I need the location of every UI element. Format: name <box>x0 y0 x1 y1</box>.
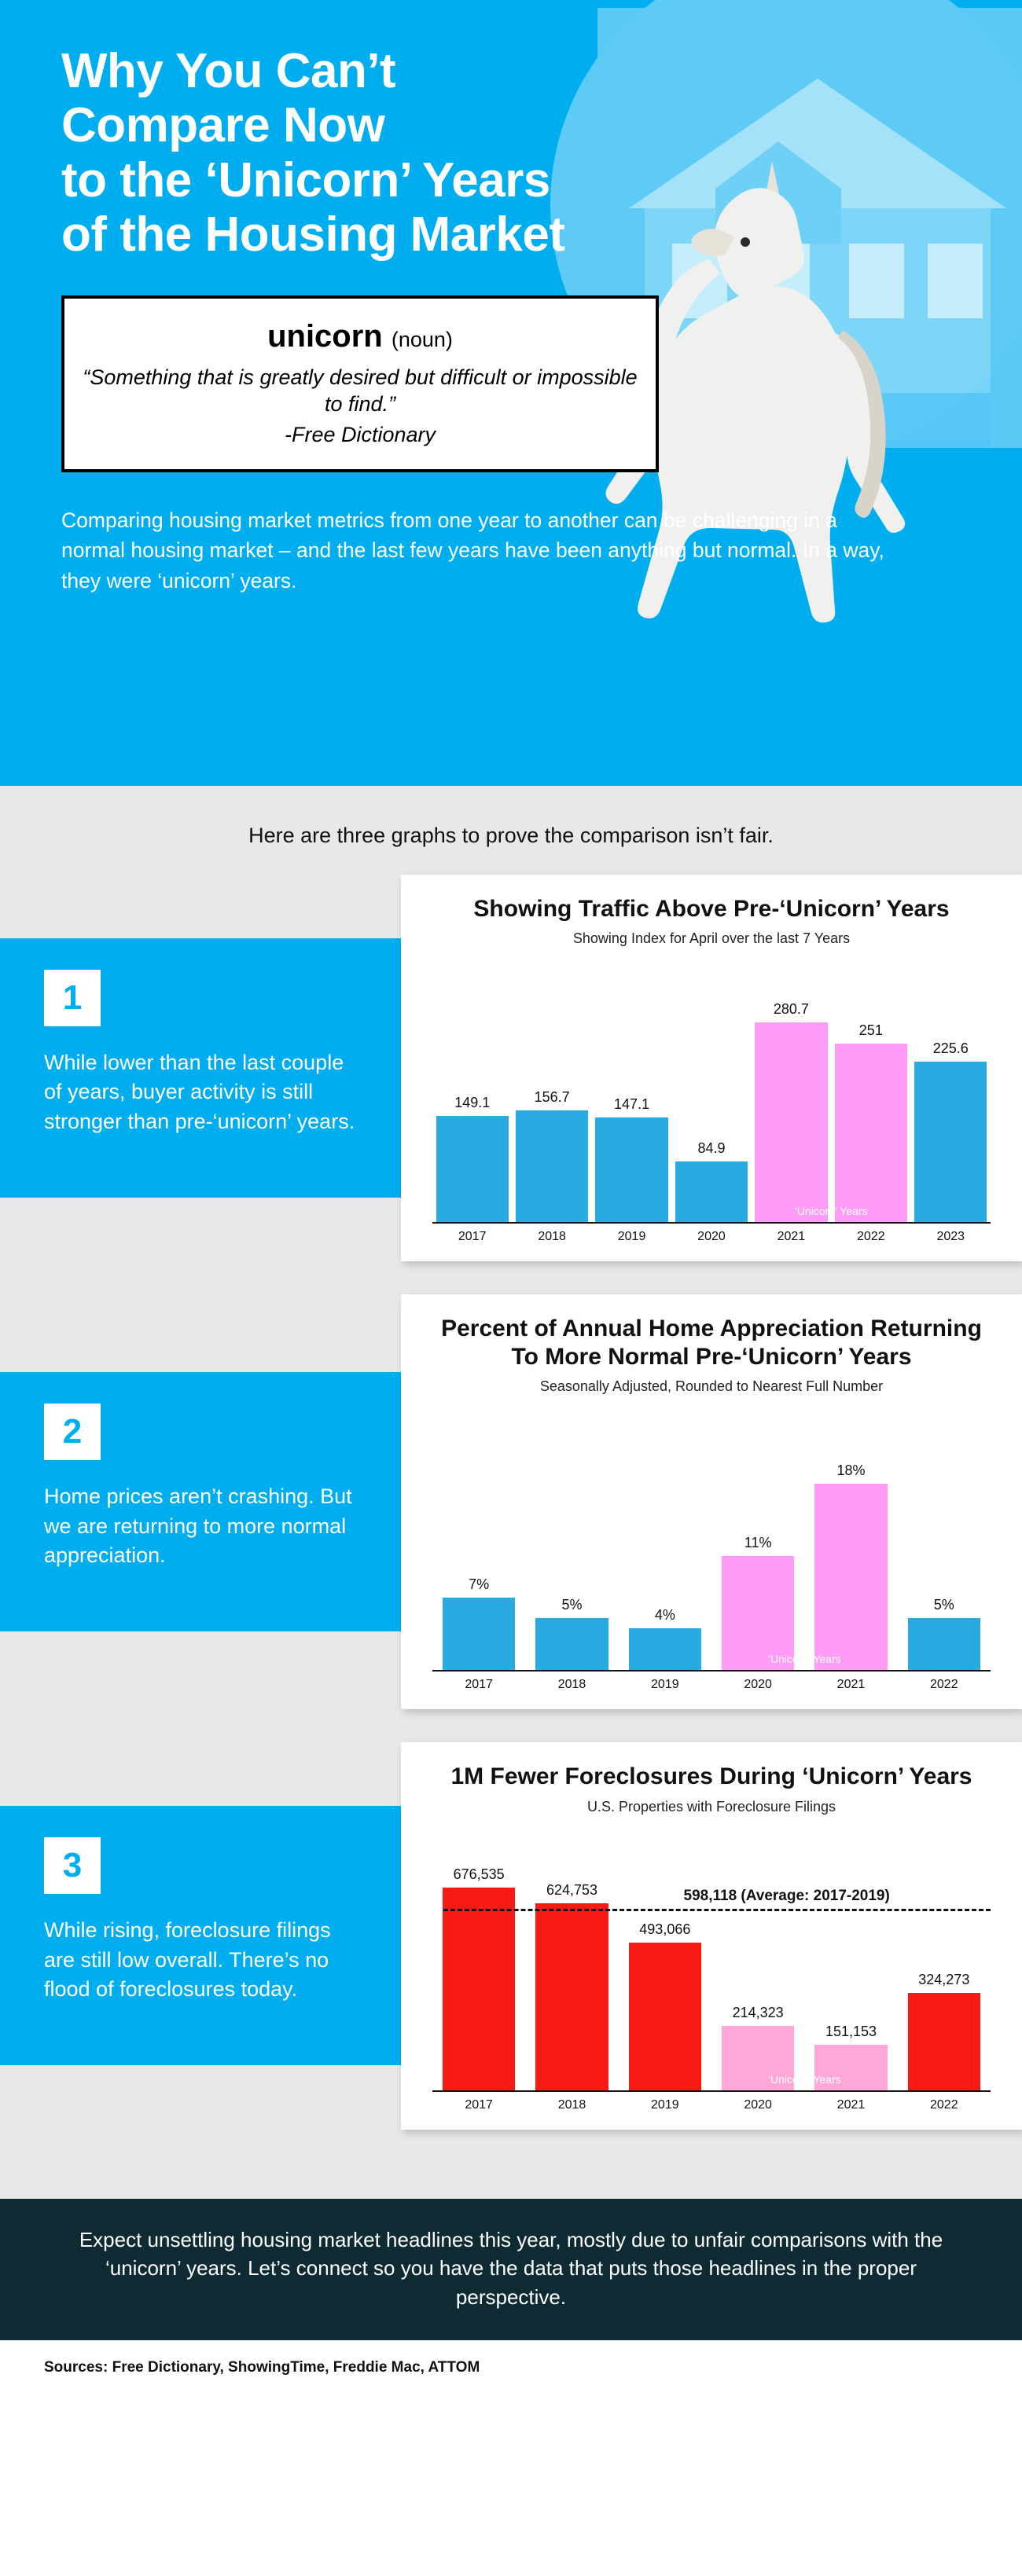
average-reference-label: 598,118 (Average: 2017-2019) <box>683 1887 890 1904</box>
chart-row-3 <box>0 1742 1022 2129</box>
charts-section <box>0 786 1022 2199</box>
bar-value-label: 324,273 <box>918 1971 970 1987</box>
definition-part-of-speech: (noun) <box>391 327 453 351</box>
hero-paragraph: Comparing housing market metrics from one year to another can be challenging in a normal housing market – and the last few years have been anything but normal. In a way, they were ‘unicorn’ years. <box>61 508 884 593</box>
bar-column <box>443 1412 515 1670</box>
definition-word-row <box>80 319 640 354</box>
x-axis-tick: 2019 <box>651 2097 679 2112</box>
bar <box>908 1993 980 2090</box>
chart-2 <box>425 1400 998 1692</box>
bar-column <box>722 1833 794 2090</box>
x-axis-tick: 2020 <box>697 1230 726 1244</box>
bar-value-label: 149.1 <box>454 1095 491 1111</box>
x-axis-tick: 2020 <box>744 2097 772 2112</box>
bar-column <box>516 964 588 1222</box>
chart-subtitle-3: U.S. Properties with Foreclosure Filings <box>586 1798 836 1815</box>
x-axis-tick: 2017 <box>465 1678 493 1692</box>
bar-column <box>595 964 667 1222</box>
charts-lead-text: Here are three graphs to prove the comparison isn’t fair. <box>248 824 774 847</box>
definition-quote: “Something that is greatly desired but difficult or impossible to find.” <box>83 365 638 416</box>
bar-column <box>755 964 827 1222</box>
bar-value-label: 147.1 <box>614 1096 650 1113</box>
bar-value-label: 251 <box>858 1022 883 1039</box>
x-axis-tick: 2018 <box>557 1678 586 1692</box>
bar <box>629 1943 701 2090</box>
x-axis-tick: 2023 <box>936 1230 965 1244</box>
callout-text-3: While rising, foreclosure filings are still low overall. There’s no flood of foreclosures today. <box>44 1918 331 2001</box>
unicorn-years-annotation: ‘Unicorn’ Years <box>794 1205 868 1218</box>
chart-title-2: Percent of Annual Home Appreciation Returning To More Normal Pre-‘Unicorn’ Years <box>441 1316 982 1370</box>
bar-value-label: 18% <box>836 1462 866 1479</box>
bar <box>675 1161 748 1222</box>
bar-value-label: 214,323 <box>732 2004 784 2020</box>
bar-column <box>908 1412 980 1670</box>
chart-card-3 <box>401 1742 1022 2129</box>
chart-title-1: Showing Traffic Above Pre-‘Unicorn’ Years <box>473 896 950 922</box>
chart-title-3: 1M Fewer Foreclosures During ‘Unicorn’ Years <box>450 1763 972 1790</box>
definition-word: unicorn <box>267 318 383 354</box>
unicorn-years-annotation: ‘Unicorn’ Years <box>767 2072 841 2086</box>
chart-1 <box>425 952 998 1244</box>
bar-column <box>722 1412 794 1670</box>
bar-value-label: 225.6 <box>932 1040 969 1057</box>
bar-column <box>629 1833 701 2090</box>
x-axis-tick: 2017 <box>465 2097 493 2112</box>
bar-value-label: 7% <box>469 1576 490 1593</box>
bar <box>535 1618 608 1670</box>
bar-value-label: 4% <box>654 1607 675 1624</box>
definition-box <box>61 295 659 472</box>
chart-3-x-axis <box>432 2092 991 2112</box>
chart-1-plot <box>432 964 991 1224</box>
average-reference-line <box>443 1909 991 1911</box>
bar <box>443 1598 515 1670</box>
bar-column <box>629 1412 701 1670</box>
bar <box>516 1110 588 1222</box>
chart-subtitle-1: Showing Index for April over the last 7 Years <box>572 930 851 947</box>
callout-3 <box>0 1806 409 2065</box>
bar-value-label: 676,535 <box>453 1866 505 1882</box>
hero-section <box>0 0 1022 786</box>
definition-source: -Free Dictionary <box>284 422 436 446</box>
callout-number-3: 3 <box>44 1837 101 1894</box>
bar-value-label: 5% <box>933 1597 954 1613</box>
chart-3 <box>425 1820 998 2112</box>
x-axis-tick: 2022 <box>930 1678 958 1692</box>
bar <box>908 1618 980 1670</box>
bar-value-label: 493,066 <box>639 1921 691 1937</box>
callout-text-2: Home prices aren’t crashing. But we are returning to more normal appreciation. <box>44 1484 352 1567</box>
bar-value-label: 624,753 <box>546 1881 598 1898</box>
bar-column <box>908 1833 980 2090</box>
callout-2 <box>0 1372 409 1631</box>
bar-value-label: 11% <box>744 1535 772 1551</box>
bar-column <box>436 964 509 1222</box>
bar <box>914 1062 987 1222</box>
unicorn-years-annotation: ‘Unicorn’ Years <box>767 1653 841 1666</box>
x-axis-tick: 2021 <box>836 2097 866 2112</box>
title-line-2: Compare Now <box>61 98 385 153</box>
bar <box>535 1903 608 2090</box>
chart-subtitle-2: Seasonally Adjusted, Rounded to Nearest Full Number <box>539 1378 884 1395</box>
x-axis-tick: 2017 <box>458 1230 487 1244</box>
callout-number-2: 2 <box>44 1404 101 1460</box>
chart-card-1 <box>401 875 1022 1261</box>
x-axis-tick: 2019 <box>617 1230 646 1244</box>
x-axis-tick: 2018 <box>557 2097 586 2112</box>
bar <box>436 1116 509 1222</box>
callout-text-1: While lower than the last couple of years, buyer activity is still stronger than pre-‘unicorn’ years. <box>44 1051 355 1133</box>
x-axis-tick: 2022 <box>857 1230 885 1244</box>
bar-value-label: 151,153 <box>825 2023 877 2039</box>
bar-value-label: 156.7 <box>534 1089 570 1106</box>
bar-value-label: 5% <box>561 1597 583 1613</box>
chart-card-2 <box>401 1294 1022 1709</box>
chart-row-1 <box>0 875 1022 1261</box>
x-axis-tick: 2020 <box>744 1678 772 1692</box>
x-axis-tick: 2019 <box>651 1678 679 1692</box>
chart-2-plot <box>432 1412 991 1671</box>
callout-number-1: 1 <box>44 970 101 1026</box>
chart-1-x-axis <box>432 1224 991 1244</box>
callout-1 <box>0 938 409 1198</box>
cta-banner: Expect unsettling housing market headlines this year, mostly due to unfair comparisons with the ‘unicorn’ years. Let’s connect so you have the data that puts those headlines in the proper perspective. <box>0 2199 1022 2341</box>
x-axis-tick: 2022 <box>930 2097 958 2112</box>
bar-value-label: 84.9 <box>697 1140 726 1157</box>
bar-column <box>443 1833 515 2090</box>
chart-3-plot <box>432 1833 991 2092</box>
bar-column <box>675 964 748 1222</box>
bar <box>755 1022 827 1222</box>
bar-column <box>835 964 907 1222</box>
title-line-3: to the ‘Unicorn’ Years <box>61 152 550 207</box>
bar-column <box>914 964 987 1222</box>
bar <box>814 1484 887 1670</box>
sources-line: Sources: Free Dictionary, ShowingTime, Freddie Mac, ATTOM <box>0 2340 1022 2397</box>
bar-column <box>814 1412 887 1670</box>
bar-column <box>535 1412 608 1670</box>
bar <box>443 1888 515 2090</box>
x-axis-tick: 2021 <box>836 1678 866 1692</box>
chart-row-2 <box>0 1294 1022 1709</box>
x-axis-tick: 2021 <box>777 1230 806 1244</box>
bar <box>835 1044 907 1222</box>
title-line-4: of the Housing Market <box>61 207 565 262</box>
bar-column <box>535 1833 608 2090</box>
x-axis-tick: 2018 <box>538 1230 566 1244</box>
title-line-1: Why You Can’t <box>61 44 396 98</box>
chart-2-x-axis <box>432 1671 991 1692</box>
bar-value-label: 280.7 <box>773 1001 809 1018</box>
bar-column <box>814 1833 887 2090</box>
bar <box>595 1117 667 1222</box>
bar <box>629 1628 701 1670</box>
page-title <box>61 44 722 262</box>
